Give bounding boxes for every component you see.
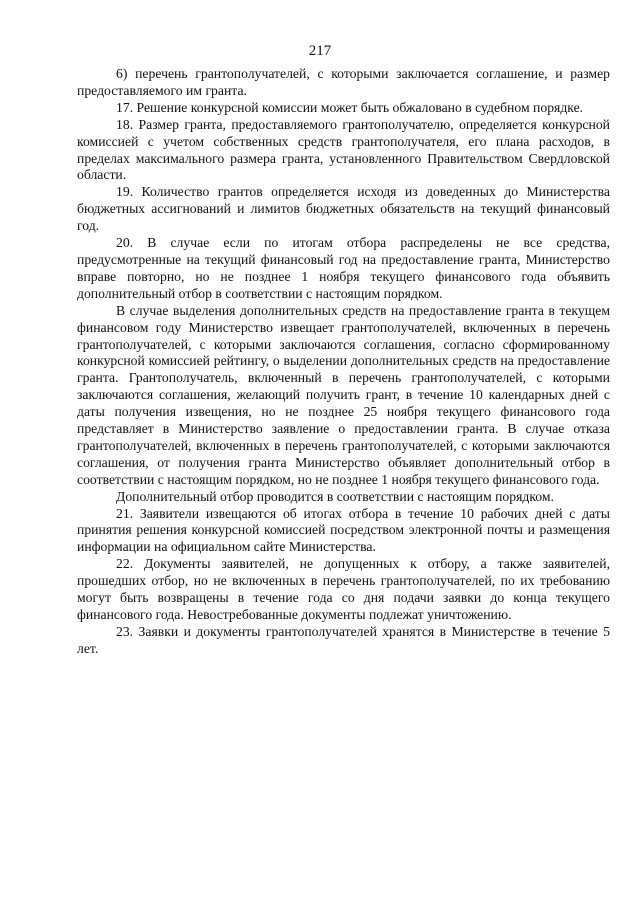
paragraph-additional-selection: Дополнительный отбор проводится в соответствии с настоящим порядком. [116,488,554,504]
paragraph-additional-funds: В случае выделения дополнительных средств на предоставление гранта в текущем финансовом году Министерство извещает грантополучателей, включенных в перечень грантополучателей, с которыми заключаются соглашения, согласно сформированному конкурсной комиссией рейтингу, о выделении дополнительных средств на предоставление гранта. Грантополучатель, включенный в перечень грантополучателей, с которыми заключаются соглашения, желающий получить грант, в течение 10 календарных дней с даты получения извещения, но не позднее 25 ноября текущего финансового года представляет в Министерство заявление о предоставлении гранта. В случае отказа грантополучателей, включенных в перечень грантополучателей, с которыми заключаются соглашения, от получения гранта Министерство объявляет дополнительный отбор в соответствии с настоящим порядком, но не позднее 1 ноября текущего финансового года. [77,302,610,487]
paragraph-item-6: 6) перечень грантополучателей, с которыми заключается соглашение, и размер предоставляемого им гранта. [77,66,610,98]
paragraph-clause-19: 19. Количество грантов определяется исходя из доведенных до Министерства бюджетных ассигнований и лимитов бюджетных обязательств на текущий финансовый год. [77,184,610,234]
paragraph-clause-18: 18. Размер гранта, предоставляемого грантополучателю, определяется конкурсной комиссией с учетом собственных средств грантополучателя, его плана расходов, в пределах максимального размера гранта, установленного Правительством Свердловской области. [77,116,610,183]
paragraph-clause-23: 23. Заявки и документы грантополучателей хранятся в Министерстве в течение 5 лет. [77,623,610,656]
paragraph-clause-22: 22. Документы заявителей, не допущенных к отбору, а также заявителей, прошедших отбор, но не включенных в перечень грантополучателей, по их требованию могут быть возвращены в течение года со дня подачи заявки до конца текущего финансового года. Невостребованные документы подлежат уничтожению. [77,556,610,622]
page-number: 217 [308,43,332,59]
paragraph-clause-21: 21. Заявители извещаются об итогах отбора в течение 10 рабочих дней с даты принятия решения конкурсной комиссией посредством электронной почты и размещения информации на официальном сайте Министерства. [77,505,610,555]
paragraph-clause-17: 17. Решение конкурсной комиссии может быть обжаловано в судебном порядке. [116,99,584,115]
document-body [77,66,610,658]
paragraph-clause-20: 20. В случае если по итогам отбора распределены не все средства, предусмотренные на текущий финансовый год на предоставление гранта, Министерство вправе повторно, но не позднее 1 ноября текущего финансового года объявить дополнительный отбор в соответствии с настоящим порядком. [77,235,610,301]
